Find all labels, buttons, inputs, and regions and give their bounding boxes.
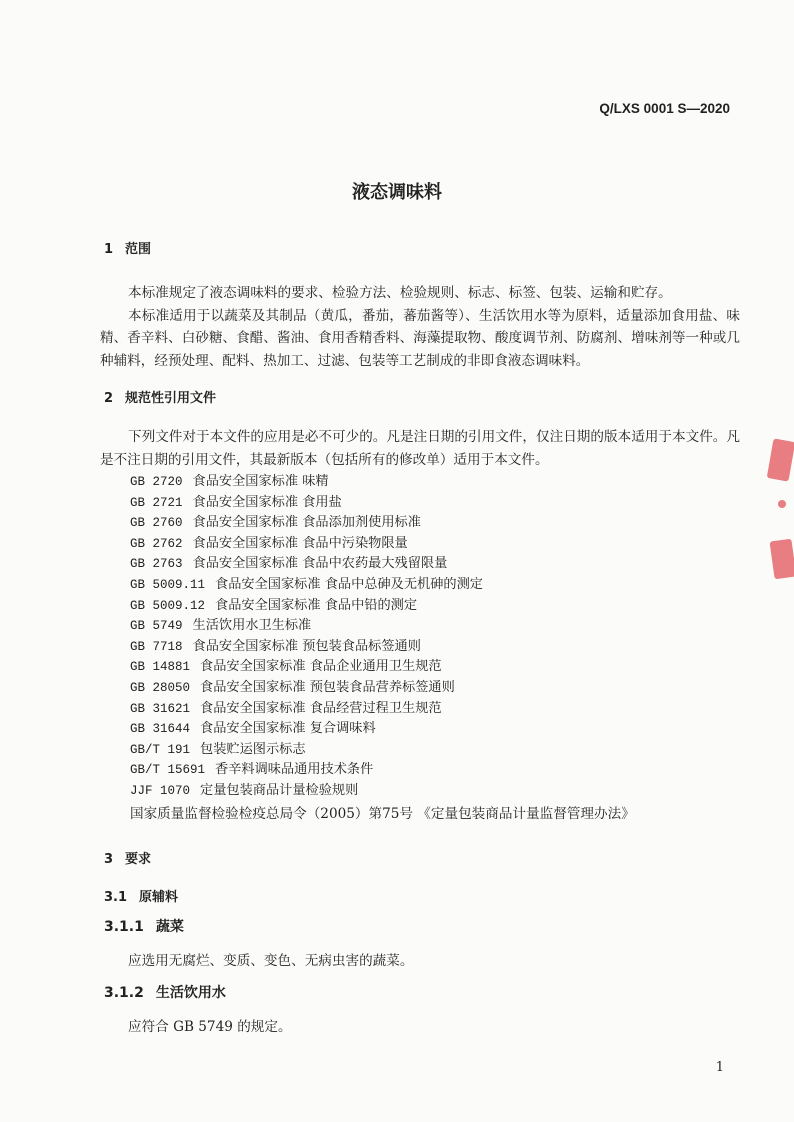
reference-name: 食品安全国家标准 味精 [192,474,329,489]
reference-list [130,472,483,802]
section-title: 范围 [125,242,152,257]
section-2-heading [104,387,216,406]
section-title: 生活饮用水 [155,985,226,1001]
section-number: 3 [104,852,114,867]
reference-code: GB 14881 [130,660,191,675]
section-1-para-2: 本标准适用于以蔬菜及其制品（黄瓜，番茄，蕃茄酱等）、生活饮用水等为原料，适量添加食用盐、味精、香辛料、白砂糖、食醋、酱油、食用香精香料、海藻提取物、酸度调节剂、防腐剂、增味剂等一种或几种辅料，经预处理、配料、热加工、过滤、包装等工艺制成的非即食液态调味料。 [100,307,740,369]
section-1-para-1: 本标准规定了液态调味料的要求、检验方法、检验规则、标志、标签、包装、运输和贮存。 [128,285,672,301]
reference-code: GB/T 191 [130,742,191,757]
section-1-heading [104,238,151,257]
section-3-1-heading [104,886,178,905]
reference-item [130,534,483,555]
reference-item [130,596,483,617]
reference-item [130,740,483,761]
section-number: 3.1.1 [104,919,144,935]
section-number: 1 [104,242,114,257]
section-number: 3.1 [104,890,128,905]
section-3-1-2-text: 应符合 GB 5749 的规定。 [128,1019,292,1035]
reference-name: 食品安全国家标准 预包装食品营养标签通则 [200,679,455,695]
reference-item [130,493,483,514]
reference-item [130,554,483,575]
section-3-1-1-text: 应选用无腐烂、变质、变色、无病虫害的蔬菜。 [128,953,414,969]
reference-code: GB 2762 [130,536,183,551]
section-3-heading [104,848,151,867]
reference-code: GB 5009.12 [130,598,206,613]
reference-code: GB 31644 [130,722,191,737]
reference-code: GB 5009.11 [130,577,206,592]
reference-name: 食品安全国家标准 食用盐 [192,494,342,510]
reference-name: 食品安全国家标准 复合调味料 [200,721,376,737]
reference-item [130,513,483,534]
document-title: 液态调味料 [352,182,442,203]
reference-name: 食品安全国家标准 食品中总砷及无机砷的测定 [215,576,483,592]
reference-code: GB 2763 [130,557,183,572]
reference-name: 香辛料调味品通用技术条件 [215,762,374,778]
reference-item [130,637,483,658]
reference-name: 食品安全国家标准 食品中污染物限量 [192,535,408,551]
reference-name: 生活饮用水卫生标准 [192,618,312,634]
reference-item [130,472,483,493]
reference-name: 包装贮运图示标志 [200,741,306,757]
reference-item [130,657,483,678]
section-2-intro: 下列文件对于本文件的应用是必不可少的。凡是注日期的引用文件，仅注日期的版本适用于本文件。凡是不注日期的引用文件，其最新版本（包括所有的修改单）适用于本文件。 [100,429,740,468]
section-title: 规范性引用文件 [125,391,217,406]
reference-code: GB 2760 [130,516,183,531]
reference-item [130,719,483,740]
section-3-1-2-heading [104,982,226,1002]
section-title: 蔬菜 [155,919,184,935]
section-3-1-1-heading [104,916,184,936]
reference-name: 食品安全国家标准 食品经营过程卫生规范 [200,700,442,716]
reference-name: 食品安全国家标准 食品添加剂使用标准 [192,515,421,531]
reference-code: GB 28050 [130,680,191,695]
reference-name: 食品安全国家标准 食品中铅的测定 [215,597,418,613]
reference-code: GB 31621 [130,701,191,716]
reference-code: GB 5749 [130,619,183,634]
section-title: 原辅料 [139,890,179,905]
reference-name: 食品安全国家标准 食品中农药最大残留限量 [192,556,448,572]
reference-item [130,699,483,720]
reference-item [130,616,483,637]
standard-code: Q/LXS 0001 S—2020 [599,101,730,116]
reference-code: GB 7718 [130,639,183,654]
section-number: 3.1.2 [104,985,144,1001]
reference-item [130,760,483,781]
page-number: 1 [715,1060,724,1075]
reference-name: 食品安全国家标准 食品企业通用卫生规范 [200,659,442,675]
reference-item [130,678,483,699]
reference-item [130,575,483,596]
reference-item [130,781,483,802]
section-title: 要求 [125,852,152,867]
reference-name: 定量包装商品计量检验规则 [200,782,359,798]
reference-code: GB/T 15691 [130,763,206,778]
section-number: 2 [104,391,114,406]
decree-reference: 国家质量监督检验检疫总局令（2005）第75号 《定量包装商品计量监督管理办法》 [130,806,635,822]
reference-code: GB 2721 [130,495,183,510]
reference-code: GB 2720 [130,475,183,489]
reference-code: JJF 1070 [130,783,191,798]
reference-name: 食品安全国家标准 预包装食品标签通则 [192,638,421,654]
